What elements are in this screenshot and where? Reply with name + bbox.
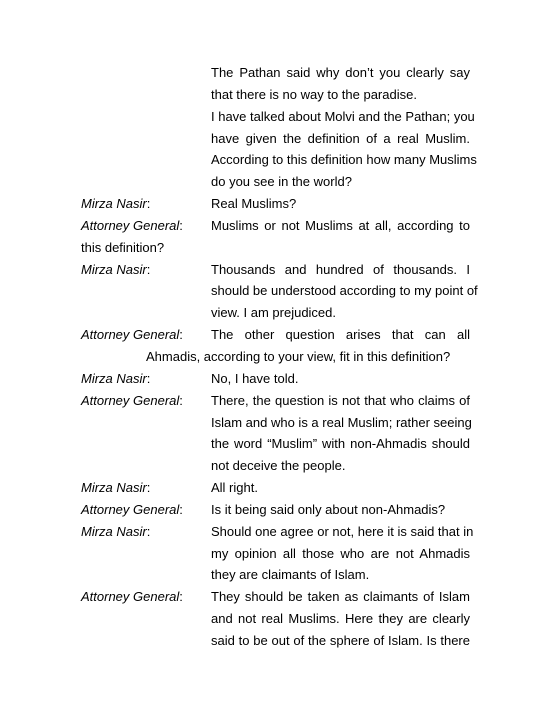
transcript-line: Is it being said only about non-Ahmadis? <box>211 502 446 517</box>
transcript-line: According to this definition how many Muslims <box>211 152 477 167</box>
transcript-line: have given the definition of a real Muslim. <box>211 131 470 146</box>
transcript-line: Ahmadis, according to your view, fit in this definition? <box>146 349 451 364</box>
transcript-line: do you see in the world? <box>211 174 352 189</box>
transcript-line: They should be taken as claimants of Islam <box>211 589 470 604</box>
transcript-line: Muslims or not Muslims at all, according to <box>211 218 470 233</box>
transcript-line: not deceive the people. <box>211 458 346 473</box>
transcript-line: this definition? <box>81 240 165 255</box>
transcript-line: should be understood according to my point of <box>211 283 478 298</box>
transcript-line: view. I am prejudiced. <box>211 305 337 320</box>
speaker-label-attorney-general: Attorney General: <box>81 393 183 408</box>
transcript-line: Thousands and hundred of thousands. I <box>211 262 470 277</box>
speaker-label-attorney-general: Attorney General: <box>81 218 183 233</box>
transcript-line: All right. <box>211 480 258 495</box>
speaker-label-attorney-general: Attorney General: <box>81 589 183 604</box>
transcript-line: Islam and who is a real Muslim; rather seeing <box>211 415 472 430</box>
speaker-label-attorney-general: Attorney General: <box>81 502 183 517</box>
transcript-line: and not real Muslims. Here they are clearly <box>211 611 470 626</box>
speaker-label-mirza-nasir: Mirza Nasir: <box>81 524 151 539</box>
transcript-line: No, I have told. <box>211 371 299 386</box>
transcript-line: I have talked about Molvi and the Pathan; you <box>211 109 475 124</box>
speaker-label-mirza-nasir: Mirza Nasir: <box>81 371 151 386</box>
speaker-label-mirza-nasir: Mirza Nasir: <box>81 196 151 211</box>
speaker-label-mirza-nasir: Mirza Nasir: <box>81 480 151 495</box>
transcript-line: that there is no way to the paradise. <box>211 87 417 102</box>
speaker-label-attorney-general: Attorney General: <box>81 327 183 342</box>
transcript-line: There, the question is not that who claims of <box>211 393 470 408</box>
transcript-line: The other question arises that can all <box>211 327 470 342</box>
transcript-line: the word “Muslim” with non-Ahmadis should <box>211 436 470 451</box>
transcript-line: Should one agree or not, here it is said that in <box>211 524 474 539</box>
transcript-line: Real Muslims? <box>211 196 297 211</box>
transcript-line: my opinion all those who are not Ahmadis <box>211 546 470 561</box>
transcript-line: they are claimants of Islam. <box>211 567 370 582</box>
transcript-line: said to be out of the sphere of Islam. Is there <box>211 633 470 648</box>
transcript-line: The Pathan said why don’t you clearly say <box>211 65 470 80</box>
speaker-label-mirza-nasir: Mirza Nasir: <box>81 262 151 277</box>
